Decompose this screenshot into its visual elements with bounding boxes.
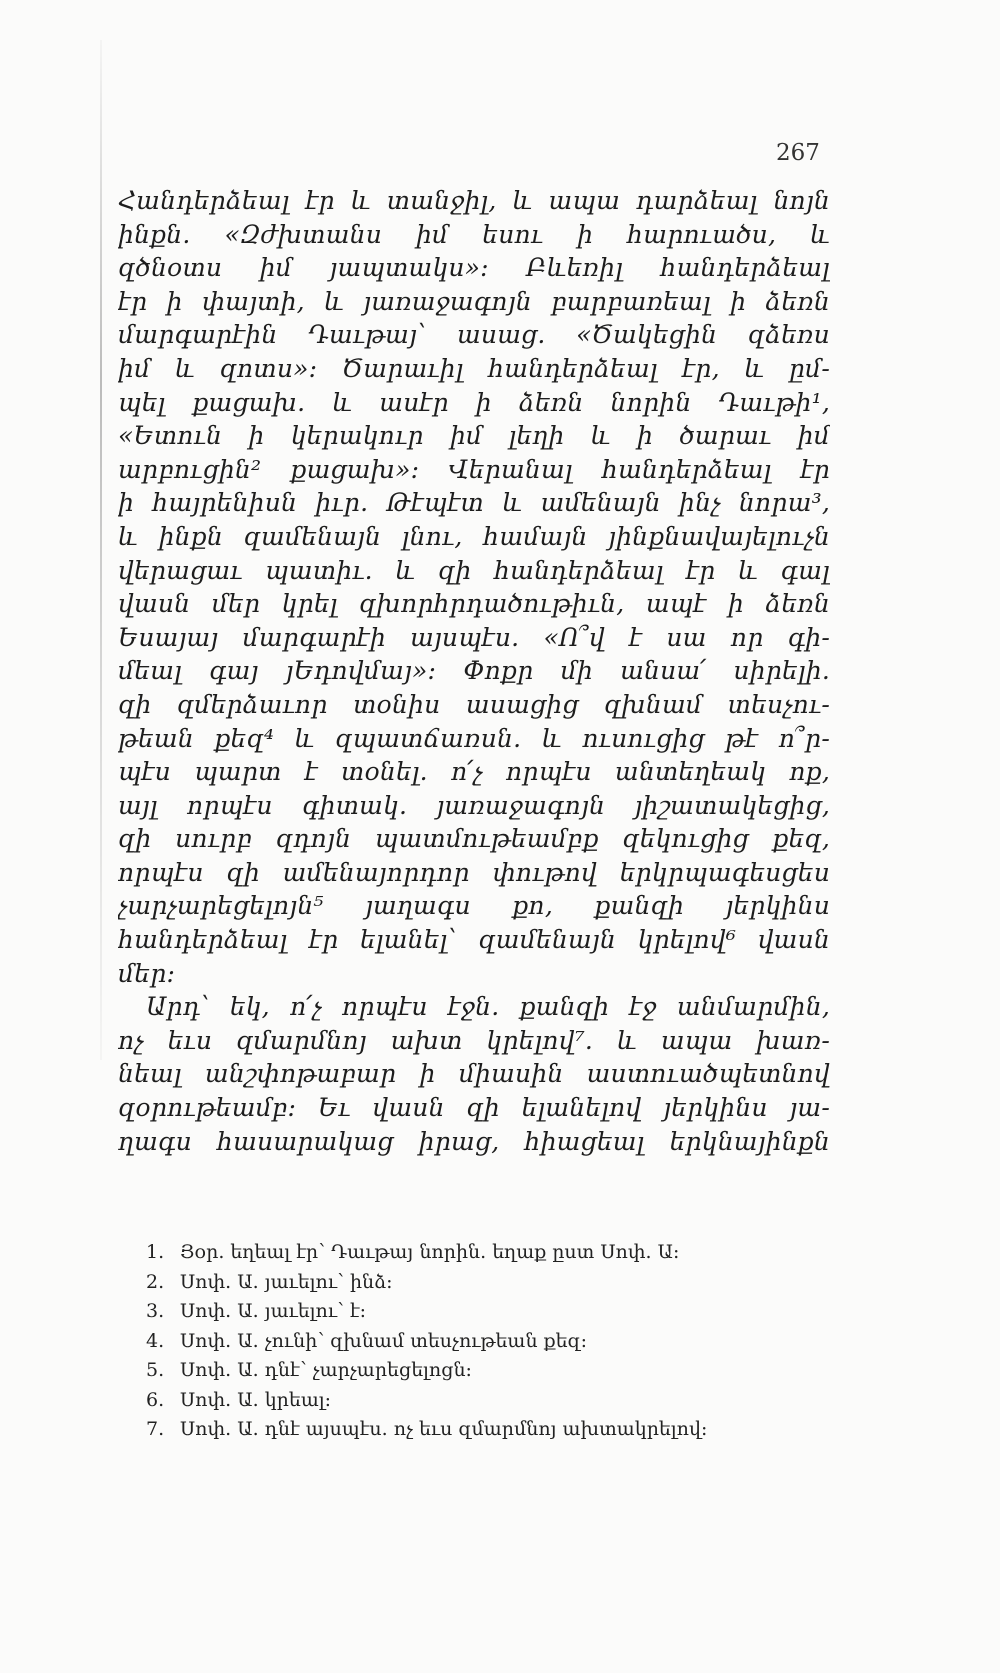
text-line: պել քացախ. և ասէր ի ձեռն նորին Դաւթի¹, xyxy=(118,387,830,417)
text-line: Եսայայ մարգարէի այսպէս. «Ո՞վ է սա որ գի- xyxy=(118,622,830,652)
text-line: զօրութեամբ: Եւ վասն զի ելանելով յերկինս յա- xyxy=(118,1093,830,1123)
text-line: նեալ անշփոթաբար ի միասին աստուածպետնով xyxy=(118,1059,830,1089)
footnote-text: Սոփ. Ա. դնէ՝ չարչարեցելոցն: xyxy=(180,1359,472,1381)
paragraph-start-line: Արդ՝ եկ, ո՛չ որպէս էջն. քանզի էջ անմարմին, xyxy=(146,992,830,1022)
footnote xyxy=(146,1386,836,1416)
footnote-number: 2. xyxy=(146,1270,165,1293)
text-line: մարգարէին Դաւթայ՝ ասաց. «Ծակեցին զձեռս xyxy=(118,320,830,350)
text-line: այլ որպէս գիտակ. յառաջագոյն յիշատակեցից, xyxy=(118,790,830,820)
text-line: չարչարեցելոյն⁵ յաղագս քո, քանզի յերկինս xyxy=(118,891,830,921)
footnote-number: 4. xyxy=(146,1329,165,1352)
footnote-number: 7. xyxy=(146,1418,165,1440)
text-line: հանդերձեալ էր ելանել՝ զամենայն կրելով⁶ վասն xyxy=(118,925,830,955)
footnotes xyxy=(146,1238,836,1445)
footnote-text: Սոփ. Ա. չունի՝ զխնամ տեսչութեան քեզ: xyxy=(180,1329,588,1352)
footnote xyxy=(146,1356,836,1386)
footnote-text: Սոփ. Ա. դնէ այսպէս. ոչ եւս զմարմնոյ ախտակրելով: xyxy=(180,1418,708,1440)
text-line: զի սուրբ զդոյն պատմութեամբք զեկուցից քեզ, xyxy=(118,824,830,854)
text-line: «Ետուն ի կերակուր իմ լեղի և ի ծարաւ իմ xyxy=(118,421,830,451)
footnote xyxy=(146,1238,836,1268)
footnote xyxy=(146,1415,836,1445)
footnote-text: Սոփ. Ա. կրեալ: xyxy=(180,1388,332,1411)
text-line: ոչ եւս զմարմնոյ ախտ կրելով⁷. և ապա խառ- xyxy=(118,1025,830,1055)
text-line: ինքն. «Զժխտանս իմ եսու ի հարուածս, և xyxy=(118,219,830,249)
footnote-number: 1. xyxy=(146,1241,165,1263)
footnote xyxy=(146,1297,836,1327)
footnote-number: 5. xyxy=(146,1359,165,1381)
footnote-number: 3. xyxy=(146,1300,165,1322)
footnote-text: Սոփ. Ա. յաւելու՝ է: xyxy=(180,1300,367,1322)
text-line: վերացաւ պատիւ. և զի հանդերձեալ էր և գալ xyxy=(118,555,830,585)
footnote-number: 6. xyxy=(146,1388,165,1411)
text-line: վասն մեր կրել զխորհրդածութիւն, ապէ ի ձեռն xyxy=(118,589,830,619)
text-line: ի հայրենիսն իւր. Թէպէտ և ամենայն ինչ նորա³, xyxy=(118,488,830,518)
text-line: մեալ գայ յԵդովմայ»: Փոքր մի անսա՛ սիրելի. xyxy=(118,656,830,686)
text-line: և ինքն զամենայն լնու, համայն յինքնավայելուչն xyxy=(118,521,830,551)
text-line: որպէս զի ամենայորդոր փութով երկրպագեսցես xyxy=(118,857,830,887)
footnote xyxy=(146,1327,836,1357)
text-line: Հանդերձեալ էր և տանջիլ, և ապա դարձեալ նոյն xyxy=(118,186,830,215)
footnote-text: Յօր. եղեալ էր՝ Դաւթայ նորին. եղաք ըստ Սոփ. Ա: xyxy=(180,1241,680,1263)
text-line: զծնօտս իմ յապտակս»: Բևեռիլ հանդերձեալ xyxy=(118,253,830,283)
footnote xyxy=(146,1268,836,1298)
text-line: իմ և զոտս»: Ծարաւիլ հանդերձեալ էր, և ըմ- xyxy=(118,353,830,383)
main-text-block xyxy=(118,184,830,1158)
text-line: ղագս հասարակաց իրաց, հիացեալ երկնայինքն xyxy=(118,1126,830,1156)
page-number: 267 xyxy=(776,140,820,166)
text-line: արբուցին² քացախ»: Վերանալ հանդերձեալ էր xyxy=(118,454,830,484)
text-line: թեան քեզ⁴ և զպատճառսն. և ուսուցից թէ ո՞ր- xyxy=(118,723,830,753)
binding-shadow xyxy=(100,40,102,1060)
text-line: մեր: xyxy=(118,958,176,988)
text-line: զի զմերձաւոր տօնիս ասացից զխնամ տեսչու- xyxy=(118,689,830,719)
text-line: պէս պարտ է տօնել. ո՛չ որպէս անտեղեակ ոք, xyxy=(118,757,830,787)
footnote-text: Սոփ. Ա. յաւելու՝ ինձ: xyxy=(180,1270,393,1293)
text-line: էր ի փայտի, և յառաջագոյն բարբառեալ ի ձեռն xyxy=(118,286,830,316)
